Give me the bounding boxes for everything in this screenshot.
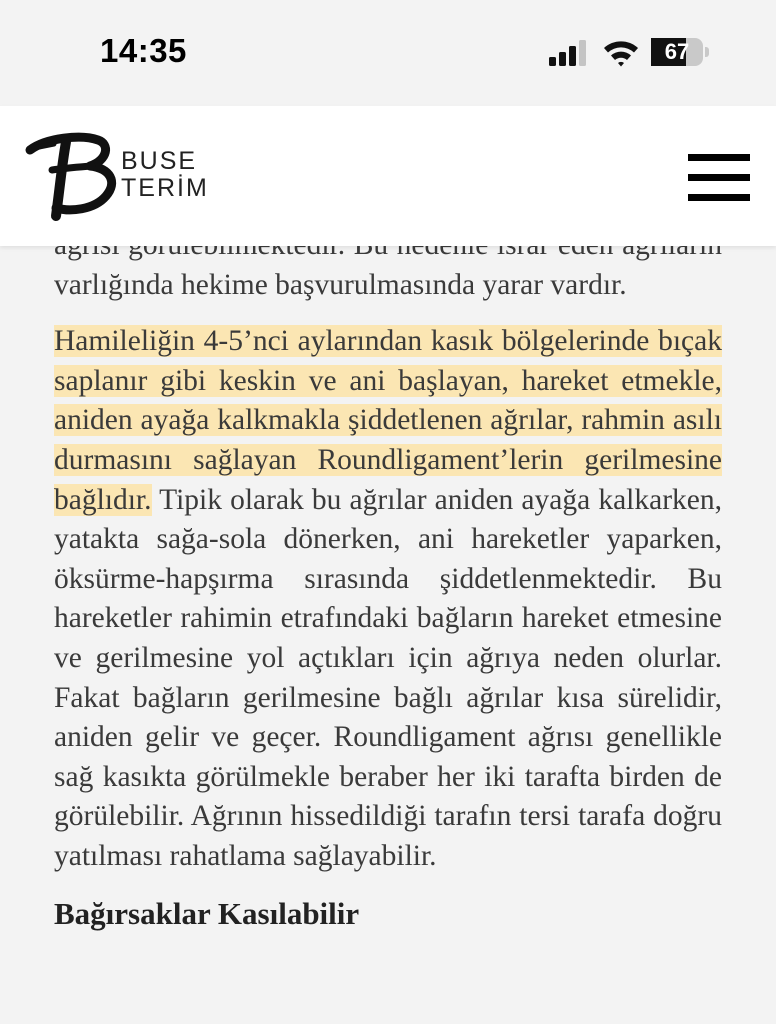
- paragraph-text: Tipik olarak bu ağrılar aniden ayağa kalkarken, yatakta sağa-sola dönerken, ani hareketler yaparken, öksürme-hapşırma sırasında şiddetlenmektedir. Bu hareketler rahimin etrafındaki bağların hareket etmesine ve gerilmesine yol açtıkları için ağrıya neden olurlar. Fakat bağların gerilmesine bağlı ağrılar kısa sürelidir, aniden gelir ve geçer. Roundligament ağrısı genellikle sağ kasıkta görülmekle beraber her iki tarafta birden de görülebilir. Ağrının hissedildiği tarafın tersi tarafa doğru yatılması rahatlama sağlayabilir.: [54, 483, 722, 872]
- logo-line-2: TERİM: [121, 174, 209, 202]
- site-header: [0, 106, 776, 246]
- hamburger-icon-bar: [688, 154, 750, 161]
- battery-tip: [705, 47, 709, 57]
- battery-icon: [651, 38, 709, 66]
- section-heading: Bağırsaklar Kasılabilir: [54, 895, 360, 931]
- article-paragraph: varlığında hekime başvurulmasında yarar vardır.: [54, 268, 627, 301]
- highlighted-text: Hamileliğin 4-5’nci aylarından kasık bölgelerinde bıçak saplanır gibi keskin ve ani başlayan, hareket etmekle, aniden ayağa kalkmakla şiddetlenen ağrılar, rahmin asılı durmasını sağlayan Roundligament’lerin gerilmesine bağlıdır.: [54, 325, 722, 516]
- status-bar: [0, 0, 776, 104]
- wifi-icon: [602, 37, 640, 67]
- logo-b-mark[interactable]: [26, 130, 118, 220]
- logo-line-1: BUSE: [121, 147, 198, 175]
- status-time: 14:35: [100, 32, 187, 69]
- article-paragraph: [54, 322, 722, 876]
- article-viewport[interactable]: [0, 246, 776, 1024]
- article-body: [54, 226, 722, 950]
- hamburger-icon-bar: [688, 194, 750, 201]
- battery-percent: 67: [664, 39, 690, 64]
- hamburger-menu-button[interactable]: [688, 154, 750, 202]
- logo-text[interactable]: [121, 148, 209, 202]
- hamburger-icon-bar: [688, 174, 750, 181]
- signal-icon: [549, 40, 589, 66]
